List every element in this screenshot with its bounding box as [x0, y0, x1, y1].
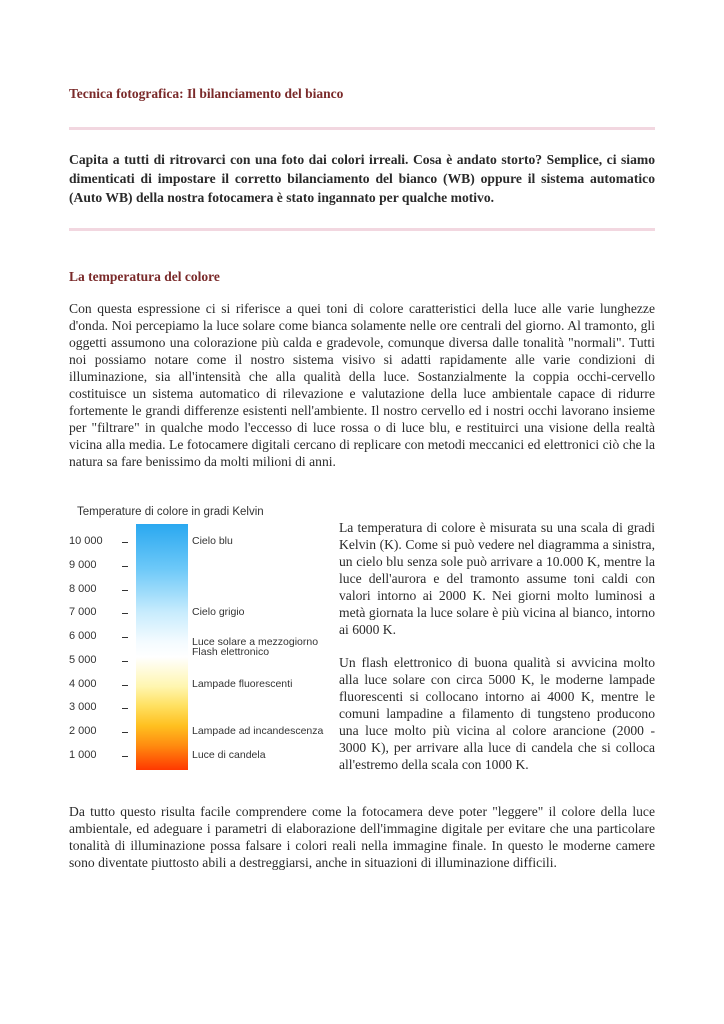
tick-label: [69, 535, 131, 547]
tick-mark: [122, 542, 128, 543]
light-source-label: Flash elettronico: [192, 646, 270, 658]
paragraph-intro: Con questa espressione ci si riferisce a quei toni di colore caratteristici della luce alle varie lunghezze d'onda. Noi percepiamo la luce solare come bianca solamente nelle ore centrali del giorno. Al tramonto, gli oggetti assumono una colorazione più calda e gradevole, comunque diversa dalle tonalità "normali". Tutti noi possiamo notare come il nostro sistema visivo si adatti rapidamente alle varie condizioni di illuminazione, sia all'intensità che alla qualità della luce. Sostanzialmente la coppia occhi-cervello costituisce un sistema automatico di rilevazione e valutazione della luce ambientale capace di ridurre fortemente le grandi differenze esistenti nell'ambiente. Il nostro cervello ed i nostri occhi lavorano insieme per "filtrare" in qualche modo l'eccesso di luce rossa o di luce blu, e restituirci una visione della realtà vicina alla media. Le fotocamere digitali cercano di replicare con metodi meccanici ed elettronici ciò che la natura sa fare benissimo da molti milioni di anni.: [69, 301, 655, 469]
tick-text: 9 000: [69, 558, 97, 571]
tick-text: 7 000: [69, 606, 97, 619]
kelvin-scale-figure: [69, 502, 334, 774]
tick-text: 8 000: [69, 582, 97, 595]
tick-label: [69, 606, 131, 618]
tick-label: [69, 701, 131, 713]
tick-text: 4 000: [69, 677, 97, 690]
tick-label: [69, 725, 131, 737]
divider-bottom: [69, 228, 655, 231]
tick-label: [69, 749, 131, 761]
tick-text: 2 000: [69, 725, 97, 738]
light-source-label: Cielo blu: [192, 535, 233, 547]
tick-label: [69, 630, 131, 642]
tick-label: [69, 678, 131, 690]
tick-mark: [122, 661, 128, 662]
tick-mark: [122, 590, 128, 591]
tick-label: [69, 559, 131, 571]
light-source-label: Lampade ad incandescenza: [192, 725, 324, 738]
tick-text: 6 000: [69, 630, 97, 643]
tick-label: [69, 654, 131, 666]
tick-mark: [122, 685, 128, 686]
light-source-label: Lampade fluorescenti: [192, 677, 293, 690]
tick-mark: [122, 708, 128, 709]
tick-mark: [122, 566, 128, 567]
document-title: Tecnica fotografica: Il bilanciamento del bianco: [69, 86, 344, 101]
divider-top: [69, 127, 655, 130]
tick-text: 10 000: [69, 535, 103, 547]
light-source-label: Cielo grigio: [192, 606, 245, 619]
tick-label: [69, 583, 131, 595]
lead-paragraph: Capita a tutti di ritrovarci con una foto dai colori irreali. Cosa è andato storto? Semplice, ci siamo dimenticati di impostare il corretto bilanciamento del bianco (WB) oppure il sistema automatico (Auto WB) della nostra fotocamera è stato ingannato per qualche motivo.: [69, 152, 655, 205]
tick-mark: [122, 732, 128, 733]
section-heading: La temperatura del colore: [69, 269, 220, 284]
light-source-label: Luce solare a mezzogiorno: [192, 636, 319, 648]
tick-mark: [122, 756, 128, 757]
tick-mark: [122, 613, 128, 614]
tick-text: 3 000: [69, 701, 97, 714]
tick-text: 1 000: [69, 749, 97, 761]
light-source-label: Luce di candela: [192, 749, 266, 761]
paragraph-conclusion: Da tutto questo risulta facile comprendere come la fotocamera deve poter "leggere" il colore della luce ambientale, ed adeguare i parametri di elaborazione dell'immagine digitale per evitare che una particolare tonalità di illuminazione possa falsare i colori reali nella immagine finale. In questo le moderne camere sono diventate piuttosto abili a destreggiarsi, anche in situazioni di illuminazione difficili.: [69, 804, 655, 870]
tick-mark: [122, 637, 128, 638]
tick-text: 5 000: [69, 653, 97, 666]
color-temperature-gradient-bar: [136, 524, 188, 770]
side-paragraph-sources: Un flash elettronico di buona qualità si avvicina molto alla luce solare con circa 5000 K, le moderne lampade fluorescenti si collocano intorno ai 4000 K, mentre le comuni lampadine a filamento di tungsteno producono una luce molto più vicina al colore arancione (2000 - 3000 K), per arrivare alla luce di candela che si colloca all'estremo della scala con 1000 K.: [339, 655, 655, 772]
figure-title: Temperature di colore in gradi Kelvin: [77, 506, 264, 518]
side-paragraph-kelvin: La temperatura di colore è misurata su una scala di gradi Kelvin (K). Come si può vedere nel diagramma a sinistra, un cielo blu senza sole può arrivare a 10.000 K, mentre la luce dell'aurora e del tramonto assume toni caldi con valori intorno ai 2000 K. Nei giorni molto luminosi a metà giornata la luce solare è più vicina al bianco, intorno ai 6000 K.: [339, 520, 655, 637]
